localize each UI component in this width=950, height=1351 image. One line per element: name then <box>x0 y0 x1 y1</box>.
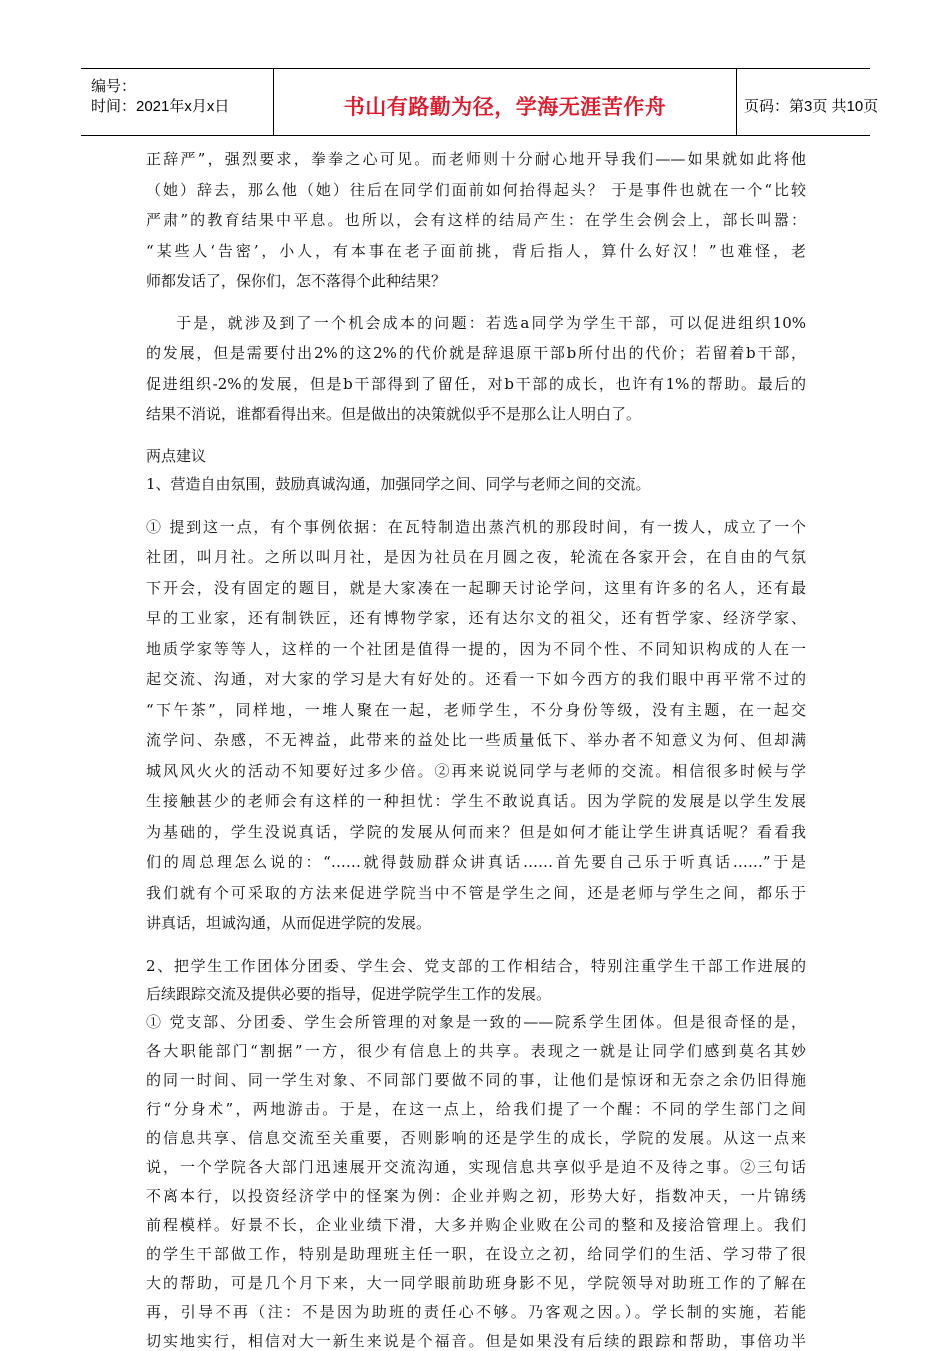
body-line: （她）辞去，那么他（她）往后在同学们面前如何抬得起头？ 于是事件也就在一个“比较 <box>146 181 806 199</box>
body-line: ① 提到这一点，有个事例依据：在瓦特制造出蒸汽机的那段时间，有一拨人，成立了一个 <box>146 518 806 536</box>
number-label: 编号： <box>91 78 137 95</box>
body-line: “下午茶”，同样地，一堆人聚在一起，老师学生，不分身份等级，没有主题，在一起交 <box>146 701 806 719</box>
body-line: 不离本行，以投资经济学中的怪案为例：企业并购之初，形势大好，指数冲天，一片锦绣 <box>146 1187 806 1205</box>
body-line: 1、营造自由氛围，鼓励真诚沟通，加强同学之间、同学与老师之间的交流。 <box>146 475 651 493</box>
body-line: 生接触甚少的老师会有这样的一种担忧：学生不敢说真话。因为学院的发展是以学生发展 <box>146 792 806 810</box>
time-label: 时间：2021年x月x日 <box>91 98 230 115</box>
body-line: 地质学家等等人，这样的一个社团是值得一提的，因为不同个性、不同知识构成的人在一 <box>146 640 806 658</box>
body-line: ① 党支部、分团委、学生会所管理的对象是一致的——院系学生团体。但是很奇怪的是， <box>146 1013 806 1031</box>
body-line: 我们就有个可采取的方法来促进学院当中不管是学生之间，还是老师与学生之间，都乐于 <box>146 884 806 902</box>
header-motto-cell <box>273 69 737 135</box>
body-line: 起交流、沟通，对大家的学习是大有好处的。还看一下如今西方的我们眼中再平常不过的 <box>146 670 806 688</box>
body-line: 严肃”的教育结果中平息。也所以，会有这样的结局产生：在学生会例会上，部长叫嚣： <box>146 211 806 229</box>
body-line: 社团，叫月社。之所以叫月社，是因为社员在月圆之夜，轮流在各家开会，在自由的气氛 <box>146 548 806 566</box>
body-line: 促进组织-2%的发展，但是b干部得到了留任，对b干部的成长，也许有1%的帮助。最后的 <box>146 375 806 393</box>
body-line: 2、把学生工作团体分团委、学生会、党支部的工作相结合，特别注重学生干部工作进展的 <box>146 957 806 975</box>
body-line: 大的帮助，可是几个月下来，大一同学眼前助班身影不见，学院领导对助班工作的了解在 <box>146 1274 806 1292</box>
body-line: 下开会，没有固定的题目，就是大家凑在一起聊天讨论学问，这里有许多的名人，还有最 <box>146 579 806 597</box>
page-label: 页码：第3页 共10页 <box>744 98 879 115</box>
body-line: 的信息共享、信息交流至关重要，否则影响的还是学生的成长，学院的发展。从这一点来 <box>146 1129 806 1147</box>
header-page-cell <box>736 69 879 135</box>
body-line: 后续跟踪交流及提供必要的指导，促进学院学生工作的发展。 <box>146 985 552 1003</box>
motto-title: 书山有路勤为径，学海无涯苦作舟 <box>343 95 667 119</box>
body-line: 前程模样。好景不长，企业业绩下滑，大多并购企业败在公司的整和及接洽管理上。我们 <box>146 1216 806 1234</box>
body-line: 切实地实行，相信对大一新生来说是个福音。但是如果没有后续的跟踪和帮助，事倍功半 <box>146 1332 806 1350</box>
body-line: 结果不消说，谁都看得出来。但是做出的决策就似乎不是那么让人明白了。 <box>146 405 642 423</box>
body-line: 的同一时间、同一学生对象、不同部门要做不同的事，让他们是惊讶和无奈之余仍旧得施 <box>146 1071 806 1089</box>
body-line: 师都发话了，保你们，怎不落得个此种结果？ <box>146 272 447 290</box>
body-line: 流学问、杂感，不无裨益，此带来的益处比一些质量低下、举办者不知意义为何、但却满 <box>146 731 806 749</box>
body-line: 的发展，但是需要付出2%的这2%的代价就是辞退原干部b所付出的代价；若留着b干部， <box>146 344 806 362</box>
header-meta-cell <box>81 69 273 135</box>
body-line: 正辞严”，强烈要求，拳拳之心可见。而老师则十分耐心地开导我们——如果就如此将他 <box>146 150 806 168</box>
body-line: 早的工业家，还有制铁匠，还有博物学家，还有达尔文的祖父，还有哲学家、经济学家、 <box>146 609 806 627</box>
body-line: 讲真话，坦诚沟通，从而促进学院的发展。 <box>146 914 432 932</box>
body-line: 于是，就涉及到了一个机会成本的问题：若选a同学为学生干部，可以促进组织10% <box>176 314 806 332</box>
body-line: 再，引导不再（注：不是因为助班的责任心不够。乃客观之因。）。学长制的实施，若能 <box>146 1303 806 1321</box>
page-header <box>81 68 879 136</box>
section-heading: 两点建议 <box>146 447 207 465</box>
body-line: “某些人‘告密’，小人，有本事在老子面前挑，背后指人，算什么好汉！”也难怪，老 <box>146 242 806 260</box>
body-line: 的学生干部做工作，特别是助理班主任一职，在设立之初，给同学们的生活、学习带了很 <box>146 1245 806 1263</box>
body-line: 说，一个学院各大部门迅速展开交流沟通，实现信息共享似乎是迫不及待之事。②三句话 <box>146 1158 806 1176</box>
body-line: 们的周总理怎么说的：“……就得鼓励群众讲真话……首先要自己乐于听真话……”于是 <box>146 853 806 871</box>
body-line: 为基础的，学生没说真话，学院的发展从何而来？但是如何才能让学生讲真话呢？看看我 <box>146 823 806 841</box>
body-line: 各大职能部门“割据”一方，很少有信息上的共享。表现之一就是让同学们感到莫名其妙 <box>146 1042 806 1060</box>
body-line: 行“分身术”，两地游击。于是，在这一点上，给我们提了一个醒：不同的学生部门之间 <box>146 1100 806 1118</box>
body-line: 城风风火火的活动不知要好过多少倍。②再来说说同学与老师的交流。相信很多时候与学 <box>146 762 806 780</box>
